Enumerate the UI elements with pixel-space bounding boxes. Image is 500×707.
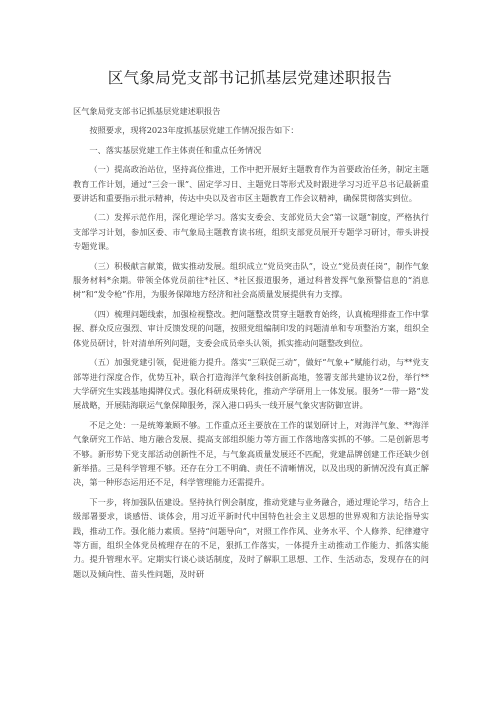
paragraph: （一）提高政治站位，坚持高位推进，工作中把开展好主题教育作为首要政治任务，制定主题教育工作计划，通过“三会一课”、固定学习日、主题党日等形式及时跟进学习习近平总书记最新重要讲话和重要指示批示精神，传达中央以及省市区主题教育工作会议精神，确保贯彻落实到位。: [73, 164, 429, 204]
document-subtitle: 区气象局党支部书记抓基层党建述职报告: [73, 106, 221, 116]
paragraph: （四）梳理问题线索，加强检视整改。把问题整改贯穿主题教育始终，认真梳理排查工作中掌握、群众反应强烈、审计反馈发现的问题，按照党组编制印发的问题清单和专项整治方案，组织全体党员研讨，针对清单所列问题，支委会成员牵头认领，抓实推动问题整改到位。: [73, 308, 429, 348]
paragraph: 不足之处：一是统筹兼顾不够。工作重点还主要放在工作的谋划研讨上，对海洋气象、**海洋气象研究工作站、地方融合发展、提高支部组织能力等方面工作落地落实抓的不够。二是创新思考不够。新形势下党支部活动创新性不足，与气象高质量发展还不匹配，党建品牌创建工作还缺少创新举措。三是科学管理不够。还存在分工不明确、责任不清晰情况，以及出现的新情况没有真正解决，第一种形态运用还不足，科学管理能力还需提升。: [73, 419, 429, 488]
document-title: 区气象局党支部书记抓基层党建述职报告: [107, 69, 393, 87]
paragraph: （五）加强党建引领，促进能力提升。落实“三联促三动”，做好“气象+”赋能行动，与**党支部等进行深度合作，优势互补，联合打造海洋气象科技创新高地，签署支部共建协议2份，举行**大学研究生实践基地揭牌仪式。强化科研成果转化，推动产学研用上一体发展。服务“一带一路”发展战略，开展陆海联运气象保障服务，深入港口码头一线开展气象灾害防御宣讲。: [73, 357, 429, 411]
document-body: [73, 104, 429, 581]
section-heading: 一、落实基层党建工作主体责任和重点任务情况: [89, 144, 262, 155]
paragraph: （二）发挥示范作用，深化理论学习。落实支委会、支部党员大会“第一议题”制度，严格执行支部学习计划，参加区委、市气象局主题教育读书班，组织支部党员展开专题学习研讨，带头讲授专题党课。: [73, 212, 429, 252]
paragraph: （三）积极献言献策，做实推动发展。组织成立“党员突击队”，设立“党员责任岗”，制作气象服务材料*余期。带领全体党员前往*社区、*社区报道服务，通过科普发挥气象预警信息的“消息树”和“发令枪”作用，为服务保障地方经济和社会高质量发展提供有力支撑。: [73, 260, 429, 300]
paragraph: 下一步，将加强队伍建设。坚持执行例会制度，推动党建与业务融合，通过理论学习，结合上级部署要求，谈感悟、谈体会，用习近平新时代中国特色社会主义思想的世界观和方法论指导实践，推动工作。强化能力素质。坚持“问题导向”，对照工作作风、业务水平、个人修养、纪律遵守等方面，组织全体党员梳理存在的不足，狠抓工作落实，一体提升主动推动工作能力、抓落实能力。提升管理水平。定期实行谈心谈话制度，及时了解职工思想、工作、生活动态，发现存在的问题以及倾向性、苗头性问题，及时研: [73, 496, 429, 579]
paragraph: 按照要求，现将2023年度抓基层党建工作情况报告如下：: [89, 125, 299, 136]
